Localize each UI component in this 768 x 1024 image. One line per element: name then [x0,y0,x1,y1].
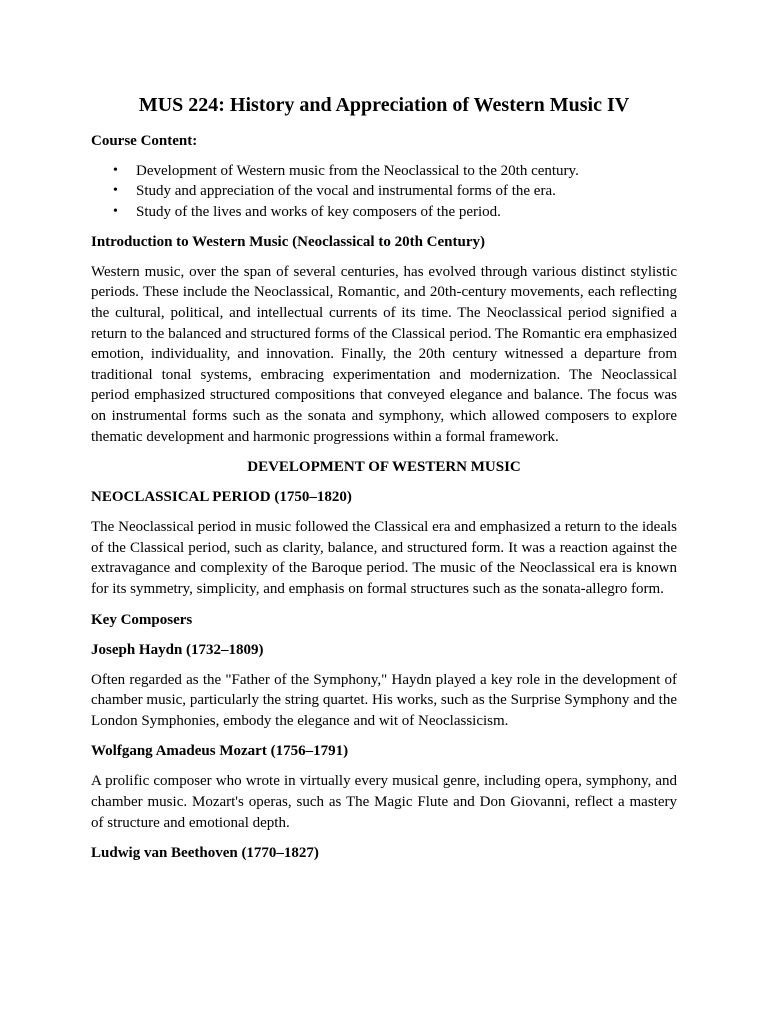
neoclassical-heading: NEOCLASSICAL PERIOD (1750–1820) [91,489,352,506]
composer-heading-mozart: Wolfgang Amadeus Mozart (1756–1791) [91,743,349,760]
composer-description-mozart: A prolific composer who wrote in virtually every musical genre, including opera, symphony, and chamber music. Mozart's operas, such as The Magic Flute and Don Giovanni, reflect a mastery of structure and emotional depth. [91,773,677,831]
list-item [91,202,677,222]
document-page [91,92,677,873]
list-item-text: Study and appreciation of the vocal and instrumental forms of the era. [136,183,556,200]
development-heading: DEVELOPMENT OF WESTERN MUSIC [247,459,521,476]
bullet-icon: • [113,163,118,178]
list-item-text: Development of Western music from the Neoclassical to the 20th century. [136,163,579,179]
intro-paragraph: Western music, over the span of several centuries, has evolved through various distinct stylistic periods. These include the Neoclassical, Romantic, and 20th-century movements, each reflecting the cultural, political, and intellectual currents of its time. The Neoclassical period signified a return to the balanced and structured forms of the Classical period. The Romantic era emphasized emotion, individuality, and innovation. Finally, the 20th century witnessed a departure from traditional tonal systems, embracing experimentation and modernization. The Neoclassical period emphasized structured compositions that conveyed elegance and balance. The focus was on instrumental forms such as the sonata and symphony, which allowed composers to explore thematic development and harmonic progressions within a formal framework. [91,263,677,445]
bullet-icon: • [113,203,118,219]
list-item-text: Study of the lives and works of key composers of the period. [136,203,501,220]
list-item [91,181,677,201]
document-title: MUS 224: History and Appreciation of Western Music IV [138,94,630,116]
composer-heading-haydn: Joseph Haydn (1732–1809) [91,641,264,658]
intro-heading: Introduction to Western Music (Neoclassical to 20th Century) [91,233,485,250]
list-item [91,161,677,181]
course-content-list [91,161,677,222]
composer-heading-beethoven: Ludwig van Beethoven (1770–1827) [91,845,319,862]
key-composers-heading: Key Composers [91,611,193,628]
course-content-heading: Course Content: [91,133,198,149]
bullet-icon: • [113,183,118,199]
composer-description-haydn: Often regarded as the "Father of the Symphony," Haydn played a key role in the development of chamber music, particularly the string quartet. His works, such as the Surprise Symphony and the London Symphonies, embody the elegance and wit of Neoclassicism. [91,671,677,729]
neoclassical-paragraph: The Neoclassical period in music followed the Classical era and emphasized a return to the ideals of the Classical period, such as clarity, balance, and structured form. It was a reaction against the extravagance and complexity of the Baroque period. The music of the Neoclassical era is known for its symmetry, simplicity, and emphasis on formal structures such as the sonata-allegro form. [91,519,677,598]
